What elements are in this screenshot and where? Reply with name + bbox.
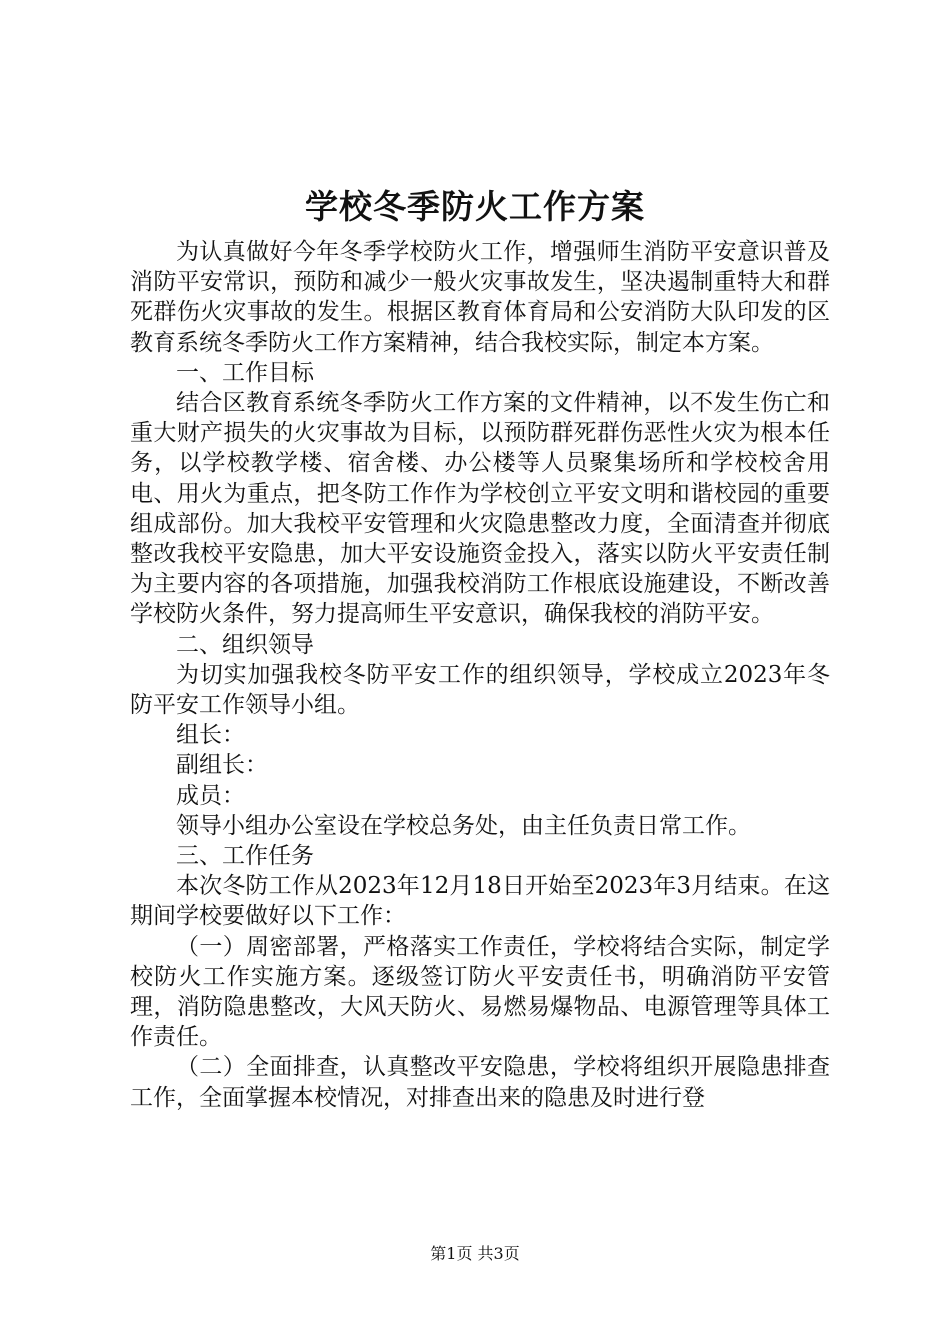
office-paragraph: 领导小组办公室设在学校总务处，由主任负责日常工作。	[176, 812, 751, 839]
document-title: 学校冬季防火工作方案	[305, 187, 645, 226]
intro-paragraph: 为认真做好今年冬季学校防火工作，增强师生消防平安意识普及消防平安常识，预防和减少一般火灾事故发生，坚决遏制重特大和群死群伤火灾事故的发生。根据区教育体育局和公安消防大队印发的区教育系统冬季防火工作方案精神，结合我校实际，制定本方案。	[130, 239, 830, 356]
task-two-paragraph: （二）全面排查，认真整改平安隐患，学校将组织开展隐患排查工作，全面掌握本校情况，对排查出来的隐患及时进行登	[130, 1054, 830, 1111]
task-one-paragraph: （一）周密部署，严格落实工作责任，学校将结合实际，制定学校防火工作实施方案。逐级签订防火平安责任书，明确消防平安管理，消防隐患整改，大风天防火、易燃易爆物品、电源管理等具体工作责任。	[130, 933, 830, 1051]
organization-paragraph: 为切实加强我校冬防平安工作的组织领导，学校成立2023年冬防平安工作领导小组。	[130, 661, 830, 719]
tasks-intro-paragraph: 本次冬防工作从2023年12月18日开始至2023年3月结束。在这期间学校要做好以下工作：	[130, 873, 830, 930]
deputy-leader-line: 副组长：	[176, 752, 268, 779]
group-leader-line: 组长：	[176, 722, 245, 749]
members-line: 成员：	[176, 782, 245, 809]
document-body	[130, 237, 830, 1113]
page-number-footer: 第1页 共3页	[430, 1244, 520, 1263]
work-goals-paragraph: 结合区教育系统冬季防火工作方案的文件精神，以不发生伤亡和重大财产损失的火灾事故为目标，以预防群死群伤恶性火灾为根本任务，以学校教学楼、宿舍楼、办公楼等人员聚集场所和学校校舍用电、用火为重点，把冬防工作作为学校创立平安文明和谐校园的重要组成部份。加大我校平安管理和火灾隐患整改力度，全面清查并彻底整改我校平安隐患，加大平安设施资金投入，落实以防火平安责任制为主要内容的各项措施，加强我校消防工作根底设施建设，不断改善学校防火条件，努力提高师生平安意识，确保我校的消防平安。	[130, 390, 830, 628]
section-heading-organization: 二、组织领导	[176, 631, 314, 658]
section-heading-work-goals: 一、工作目标	[176, 359, 314, 386]
section-heading-tasks: 三、工作任务	[176, 843, 314, 870]
